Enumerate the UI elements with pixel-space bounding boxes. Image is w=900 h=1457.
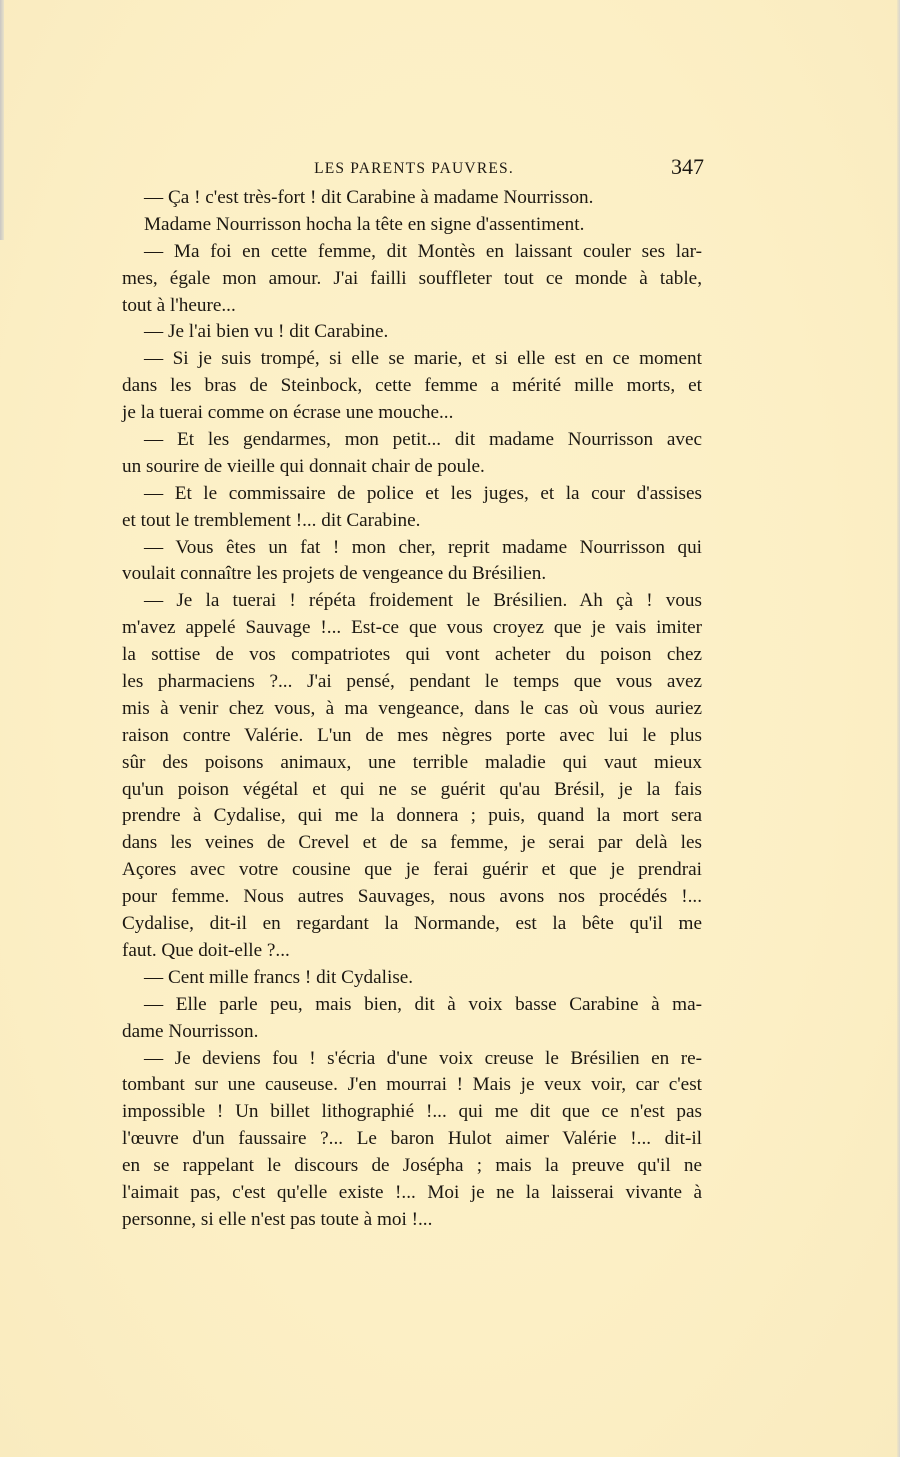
text-line: — Ma foi en cette femme, dit Montès en laissant couler ses lar- — [144, 240, 702, 262]
page-header — [122, 156, 702, 184]
text-line: l'aimait pas, c'est qu'elle existe !... Moi je ne la laisserai vivante à — [122, 1181, 702, 1203]
text-line: sûr des poisons animaux, une terrible maladie qui vaut mieux — [122, 751, 702, 773]
text-line: — Je l'ai bien vu ! dit Carabine. — [144, 321, 389, 343]
text-line: dame Nourrisson. — [122, 1020, 259, 1042]
text-line: je la tuerai comme on écrase une mouche... — [122, 402, 454, 424]
text-line: tout à l'heure... — [122, 294, 236, 316]
text-line: voulait connaître les projets de vengeance du Brésilien. — [122, 563, 547, 585]
text-line: la sottise de vos compatriotes qui vont acheter du poison chez — [122, 644, 702, 666]
text-line: — Je la tuerai ! répéta froidement le Brésilien. Ah çà ! vous — [144, 590, 702, 612]
running-title: LES PARENTS PAUVRES. — [314, 160, 514, 177]
text-line: Madame Nourrisson hocha la tête en signe d'assentiment. — [144, 213, 585, 235]
text-body — [122, 185, 702, 1234]
text-line: — Si je suis trompé, si elle se marie, et si elle est en ce moment — [144, 348, 702, 370]
text-line: mes, égale mon amour. J'ai failli souffleter tout ce monde à table, — [122, 267, 702, 289]
text-line: un sourire de vieille qui donnait chair de poule. — [122, 455, 485, 477]
text-line: — Cent mille francs ! dit Cydalise. — [144, 966, 414, 988]
text-line: dans les bras de Steinbock, cette femme a mérité mille morts, et — [122, 375, 702, 397]
text-line: personne, si elle n'est pas toute à moi !... — [122, 1208, 433, 1230]
text-line: — Ça ! c'est très-fort ! dit Carabine à madame Nourrisson. — [144, 187, 594, 208]
text-line: prendre à Cydalise, qui me la donnera ; puis, quand la mort sera — [122, 805, 702, 827]
text-line: tombant sur une causeuse. J'en mourrai ! Mais je veux voir, car c'est — [122, 1074, 702, 1096]
text-line: impossible ! Un billet lithographié !... qui me dit que ce n'est pas — [122, 1101, 702, 1123]
text-line: et tout le tremblement !... dit Carabine. — [122, 509, 421, 531]
text-line: — Et les gendarmes, mon petit... dit madame Nourrisson avec — [144, 429, 702, 451]
text-line: raison contre Valérie. L'un de mes nègres porte avec lui le plus — [122, 724, 702, 746]
text-line: m'avez appelé Sauvage !... Est-ce que vous croyez que je vais imiter — [122, 617, 702, 639]
text-line: en se rappelant le discours de Josépha ; mais la preuve qu'il ne — [122, 1155, 702, 1177]
text-line: les pharmaciens ?... J'ai pensé, pendant le temps que vous avez — [122, 671, 702, 693]
text-line: mis à venir chez vous, à ma vengeance, dans le cas où vous auriez — [122, 697, 702, 719]
text-line: l'œuvre d'un faussaire ?... Le baron Hulot aimer Valérie !... dit-il — [122, 1128, 702, 1150]
text-line: dans les veines de Crevel et de sa femme, je serai par delà les — [122, 832, 702, 854]
page-number: 347 — [671, 154, 704, 179]
text-line: Cydalise, dit-il en regardant la Normande, est la bête qu'il me — [122, 913, 702, 935]
page-edge-left — [0, 0, 4, 240]
text-line: Açores avec votre cousine que je ferai guérir et que je prendrai — [122, 859, 702, 881]
text-line: faut. Que doit-elle ?... — [122, 939, 290, 961]
text-line: qu'un poison végétal et qui ne se guérit qu'au Brésil, je la fais — [122, 778, 702, 800]
text-line: — Je deviens fou ! s'écria d'une voix creuse le Brésilien en re- — [144, 1047, 702, 1069]
text-line: — Et le commissaire de police et les juges, et la cour d'assises — [144, 482, 702, 504]
text-line: pour femme. Nous autres Sauvages, nous avons nos procédés !... — [122, 886, 702, 908]
text-line: — Vous êtes un fat ! mon cher, reprit madame Nourrisson qui — [144, 536, 702, 558]
text-line: — Elle parle peu, mais bien, dit à voix basse Carabine à ma- — [144, 993, 702, 1015]
